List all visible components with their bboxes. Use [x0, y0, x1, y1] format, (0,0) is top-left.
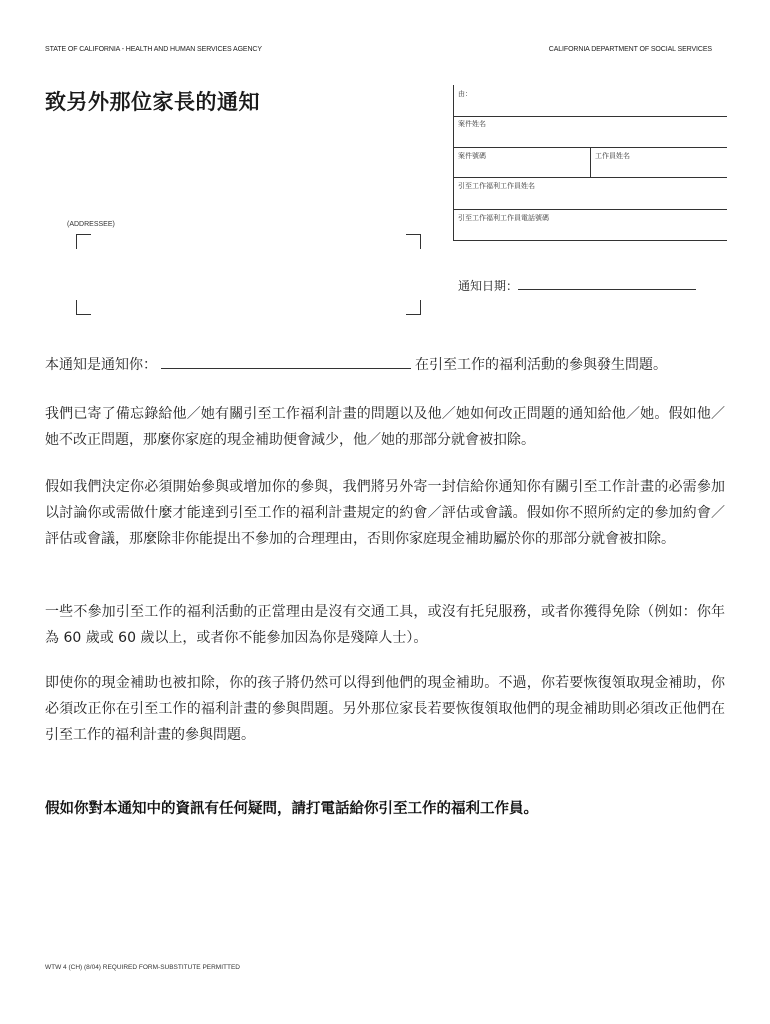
case-info-form: [453, 85, 727, 241]
office-label: 引至工作福利工作員姓名: [458, 182, 535, 190]
paragraph-3: 一些不參加引至工作的福利活動的正當理由是沒有交通工具，或沒有托兒服務，或者你獲得免除（例如：你年為 60 歲或 60 歲以上，或者你不能參加因為你是殘障人士）。: [45, 604, 725, 646]
paragraph-4: 即使你的現金補助也被扣除，你的孩子將仍然可以得到他們的現金補助。不過，你若要恢復領取現金補助，你必須改正你在引至工作的福利計畫的參與問題。另外那位家長若要恢復領取他們的現金補助則必須改正他們在引至工作的福利計畫的參與問題。: [45, 675, 725, 743]
address-window-corner: [76, 234, 91, 249]
addressee-label: (ADDRESSEE): [67, 221, 115, 228]
agency-header-left: STATE OF CALIFORNIA - HEALTH AND HUMAN SERVICES AGENCY: [45, 46, 262, 53]
address-window-corner: [406, 300, 421, 315]
agency-header-right: CALIFORNIA DEPARTMENT OF SOCIAL SERVICES: [548, 46, 712, 53]
paragraph-2: 假如我們決定你必須開始參與或增加你的參與，我們將另外寄一封信給你通知你有關引至工作計畫的必需參加以討論你或需做什麼才能達到引至工作的福利計畫規定的約會／評估或會議。假如你不照所約定的參加約會／評估或會議，那麼除非你能提出不參加的合理理由，否則你家庭現金補助屬於你的那部分就會被扣除。: [45, 479, 725, 547]
intro-before: 本通知是通知你：: [45, 357, 157, 373]
notice-date: [458, 277, 696, 294]
address-window-corner: [76, 300, 91, 315]
paragraph-1: 我們已寄了備忘錄給他／她有關引至工作福利計畫的問題以及他／她如何改正問題的通知給他／她。假如他／她不改正問題，那麼你家庭的現金補助便會減少，他／她的那部分就會被扣除。: [45, 406, 725, 448]
document-title: 致另外那位家長的通知: [45, 90, 260, 114]
intro-line: [45, 354, 667, 374]
form-footer: WTW 4 (CH) (8/04) REQUIRED FORM-SUBSTITUTE PERMITTED: [45, 964, 240, 971]
notice-date-blank: [518, 277, 696, 290]
intro-after: 在引至工作的福利活動的參與發生問題。: [415, 357, 667, 373]
questions-line: 假如你對本通知中的資訊有任何疑問，請打電話給你引至工作的福利工作員。: [45, 801, 538, 817]
case-number-label: 案件號碼: [458, 152, 486, 160]
phone-label: 引至工作福利工作員電話號碼: [458, 214, 549, 222]
form-row-phone: [454, 209, 727, 241]
form-divider: [590, 147, 591, 177]
notice-date-label: 通知日期：: [458, 279, 519, 293]
case-name-label: 案件姓名: [458, 120, 486, 128]
form-row-case-name: [454, 116, 727, 148]
from-label: 由：: [458, 90, 472, 98]
form-row-office: [454, 177, 727, 210]
worker-name-label: 工作員姓名: [595, 152, 630, 160]
parent-name-blank: [161, 354, 411, 369]
address-window-corner: [406, 234, 421, 249]
form-row-from: [454, 85, 727, 117]
